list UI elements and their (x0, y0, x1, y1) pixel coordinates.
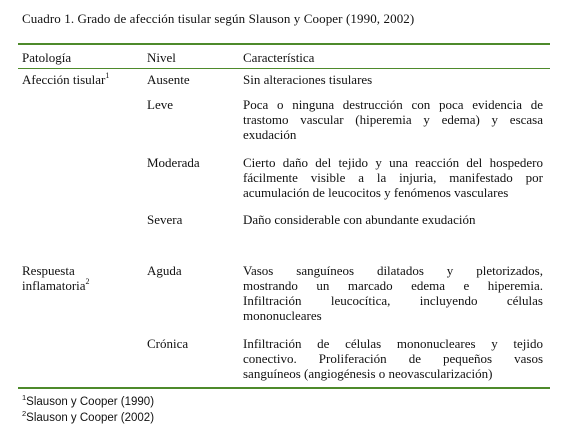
header-patologia: Patología (22, 50, 72, 65)
footnote-text: Slauson y Cooper (2002) (26, 412, 155, 424)
nivel-aguda: Aguda (147, 263, 182, 278)
nivel-moderada: Moderada (147, 155, 200, 170)
table-top-rule (18, 43, 550, 45)
caracteristica-moderada: Cierto daño del tejido y una reacción del hospedero fácilmente visible a la injuria, manifestado por acumulación de leucocitos y fenómenos vasculares (243, 155, 543, 200)
footnotes (22, 394, 154, 426)
footnote-marker: 1 (105, 71, 110, 80)
caracteristica-leve: Poca o ninguna destrucción con poca evidencia de trastomo vascular (hiperemia y edema) y escasa exudación (243, 97, 543, 142)
caracteristica-aguda: Vasos sanguíneos dilatados y pletorizados, mostrando un marcado edema e hiperemia. Infiltración leucocítica, incluyendo células mononucleares (243, 263, 543, 323)
footnote-marker: 2 (85, 277, 90, 286)
patologia-label-line1: Respuesta (22, 263, 75, 278)
row-patologia-respuesta-inflamatoria (22, 263, 140, 293)
patologia-label: Afección tisular (22, 72, 106, 87)
row-patologia-afeccion-tisular (22, 72, 140, 87)
table-caption: Cuadro 1. Grado de afección tisular según Slauson y Cooper (1990, 2002) (22, 11, 415, 26)
caracteristica-cronica: Infiltración de células mononucleares y tejido conectivo. Proliferación de pequeños vasos sanguíneos (angiogénesis o neovascularización) (243, 336, 543, 381)
nivel-leve: Leve (147, 97, 173, 112)
header-nivel: Nivel (147, 50, 176, 65)
footnote-1 (22, 394, 154, 410)
footnote-mark: 2 (22, 409, 27, 418)
footnote-mark: 1 (22, 393, 27, 402)
table-bottom-rule (18, 387, 550, 389)
caracteristica-severa: Daño considerable con abundante exudación (243, 212, 476, 227)
patologia-label-line2: inflamatoria (22, 278, 86, 293)
footnote-text: Slauson y Cooper (1990) (26, 396, 155, 408)
footnote-2 (22, 410, 154, 426)
nivel-ausente: Ausente (147, 72, 190, 87)
header-rule (18, 68, 550, 69)
caracteristica-ausente: Sin alteraciones tisulares (243, 72, 373, 87)
nivel-severa: Severa (147, 212, 183, 227)
nivel-cronica: Crónica (147, 336, 189, 351)
header-caracteristica: Característica (243, 50, 315, 65)
